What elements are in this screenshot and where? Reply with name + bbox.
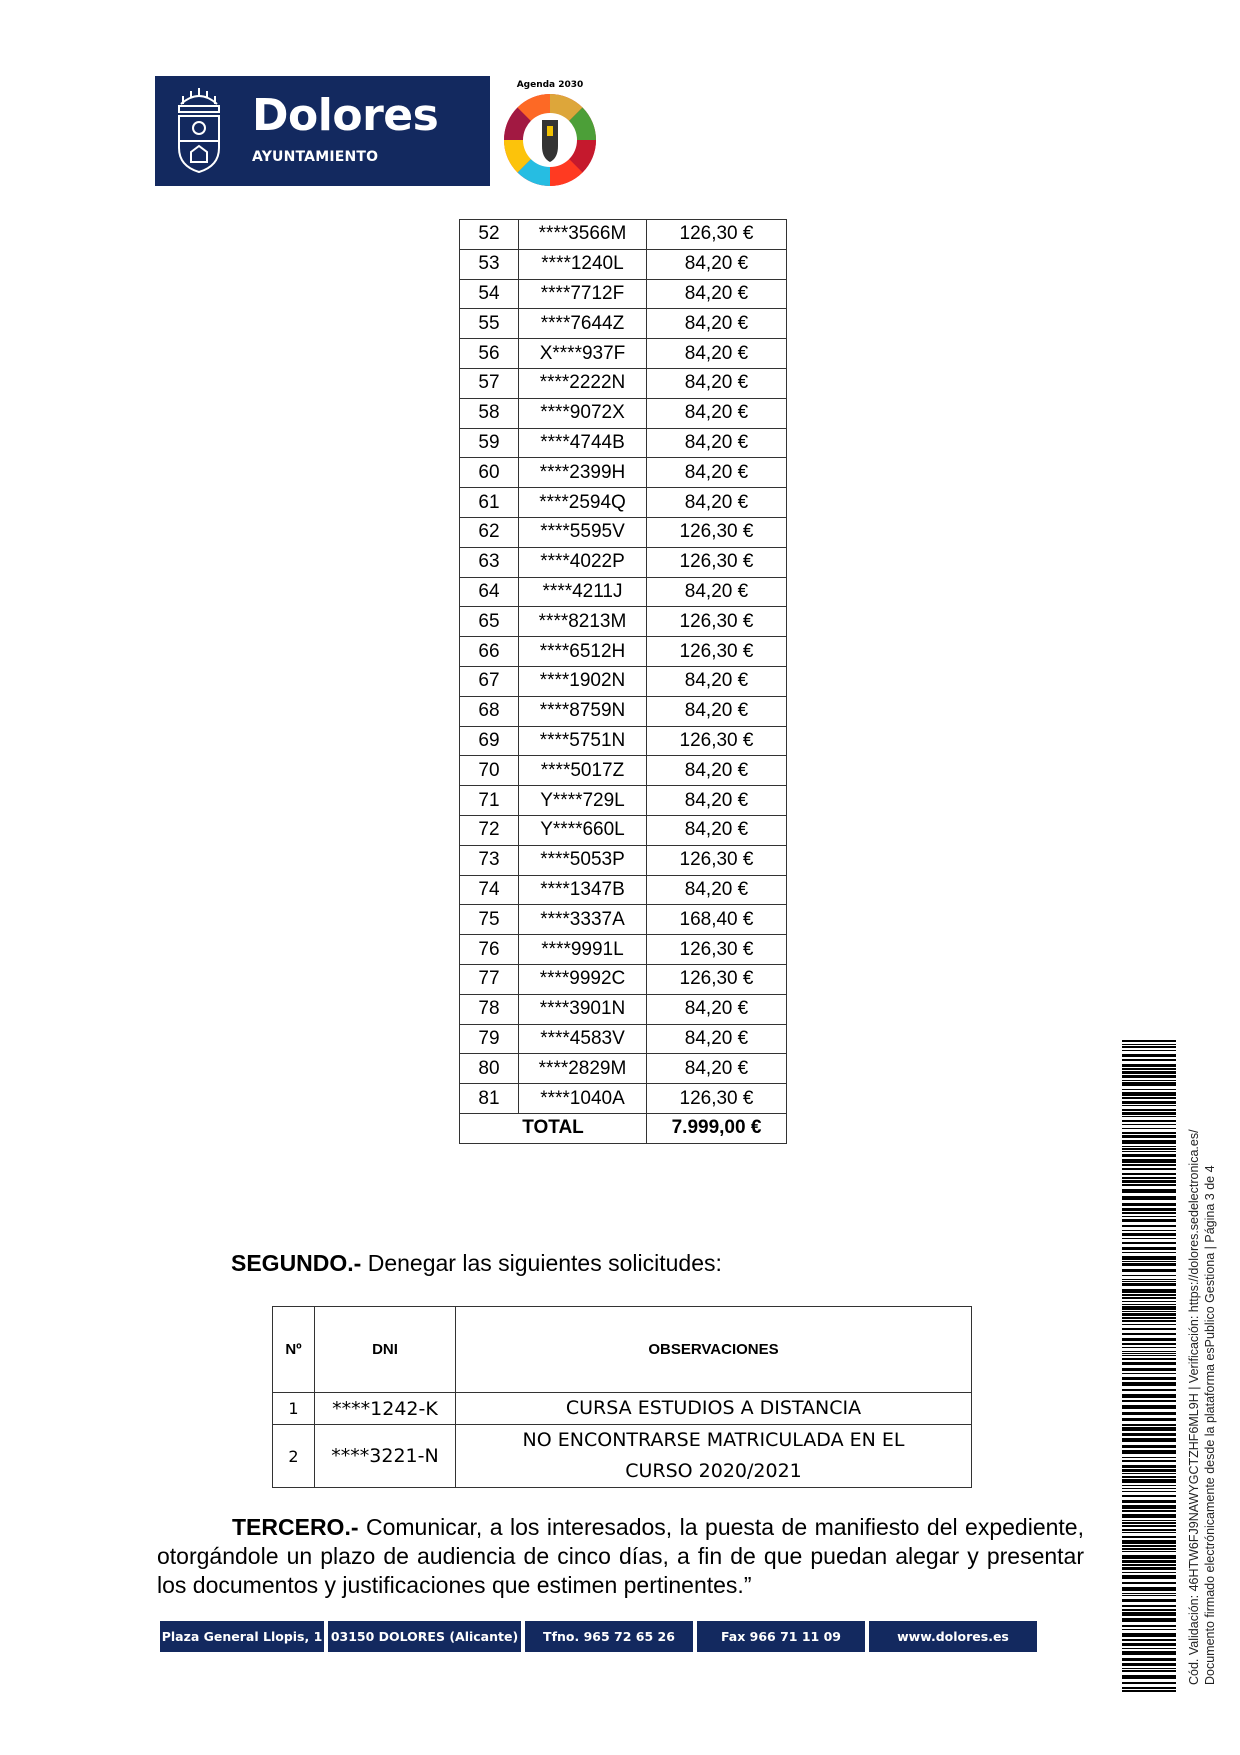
row-number: 67	[460, 666, 519, 696]
amounts-table	[459, 219, 787, 1144]
row-amount: 84,20 €	[647, 368, 787, 398]
total-value: 7.999,00 €	[647, 1113, 787, 1143]
row-amount: 84,20 €	[647, 458, 787, 488]
row-dni: ****7644Z	[519, 309, 647, 339]
header-dni: DNI	[315, 1307, 456, 1393]
row-dni: Y****660L	[519, 815, 647, 845]
row-number: 55	[460, 309, 519, 339]
row-number: 63	[460, 547, 519, 577]
row-number: 64	[460, 577, 519, 607]
row-dni: ****5751N	[519, 726, 647, 756]
row-dni: ****2829M	[519, 1054, 647, 1084]
row-number: 60	[460, 458, 519, 488]
row-number: 57	[460, 368, 519, 398]
row-number: 70	[460, 756, 519, 786]
denied-observation	[456, 1425, 972, 1488]
row-amount: 84,20 €	[647, 756, 787, 786]
row-amount: 84,20 €	[647, 249, 787, 279]
row-dni: ****9072X	[519, 398, 647, 428]
validation-text	[1186, 1065, 1218, 1685]
table-row	[460, 637, 787, 667]
logo-subtitle: AYUNTAMIENTO	[252, 149, 379, 165]
table-row	[460, 368, 787, 398]
table-row	[460, 935, 787, 965]
row-number: 69	[460, 726, 519, 756]
row-amount: 84,20 €	[647, 994, 787, 1024]
row-number: 71	[460, 786, 519, 816]
row-dni: ****4744B	[519, 428, 647, 458]
table-row	[460, 607, 787, 637]
table-row	[460, 428, 787, 458]
row-amount: 84,20 €	[647, 309, 787, 339]
row-dni: ****2594Q	[519, 488, 647, 518]
table-row	[460, 488, 787, 518]
row-amount: 84,20 €	[647, 815, 787, 845]
table-row	[460, 547, 787, 577]
row-dni: Y****729L	[519, 786, 647, 816]
table-row	[460, 577, 787, 607]
table-row	[460, 786, 787, 816]
row-dni: ****3566M	[519, 220, 647, 250]
footer-fax: Fax 966 71 11 09	[697, 1621, 865, 1652]
table-row	[460, 905, 787, 935]
row-amount: 84,20 €	[647, 666, 787, 696]
row-amount: 84,20 €	[647, 488, 787, 518]
row-amount: 84,20 €	[647, 786, 787, 816]
validation-line-2: Documento firmado electrónicamente desde la plataforma esPublico Gestiona | Página 3 de 4	[1203, 1165, 1217, 1685]
denied-dni: ****1242-K	[315, 1393, 456, 1425]
row-number: 72	[460, 815, 519, 845]
row-number: 53	[460, 249, 519, 279]
obs-line: CURSO 2020/2021	[625, 1460, 802, 1482]
row-dni: ****1040A	[519, 1084, 647, 1114]
segundo-label: SEGUNDO.-	[231, 1250, 362, 1276]
row-amount: 126,30 €	[647, 935, 787, 965]
denied-n: 1	[273, 1393, 315, 1425]
denied-dni: ****3221-N	[315, 1425, 456, 1488]
row-dni: ****7712F	[519, 279, 647, 309]
table-row	[460, 279, 787, 309]
table-row	[460, 339, 787, 369]
row-amount: 126,30 €	[647, 517, 787, 547]
row-dni: ****1902N	[519, 666, 647, 696]
table-row	[460, 458, 787, 488]
table-row	[460, 1054, 787, 1084]
footer-phone: Tfno. 965 72 65 26	[525, 1621, 693, 1652]
row-number: 73	[460, 845, 519, 875]
segundo-paragraph	[231, 1250, 722, 1277]
row-amount: 126,30 €	[647, 964, 787, 994]
total-row	[460, 1113, 787, 1143]
dolores-logo	[155, 76, 490, 186]
row-amount: 84,20 €	[647, 339, 787, 369]
row-number: 61	[460, 488, 519, 518]
row-amount: 126,30 €	[647, 1084, 787, 1114]
row-dni: ****3901N	[519, 994, 647, 1024]
table-row	[460, 1024, 787, 1054]
row-dni: ****1240L	[519, 249, 647, 279]
denied-header-row	[273, 1307, 972, 1393]
agenda-2030-icon	[495, 76, 605, 188]
row-amount: 126,30 €	[647, 547, 787, 577]
row-number: 62	[460, 517, 519, 547]
coat-of-arms-icon	[171, 86, 227, 176]
row-dni: ****4022P	[519, 547, 647, 577]
validation-line-1: Cód. Validación: 46HTW6FJ9NAWYGCTZHF6ML9H | Verificación: https://dolores.sedelectronica.es/	[1187, 1129, 1201, 1685]
row-number: 81	[460, 1084, 519, 1114]
row-amount: 84,20 €	[647, 428, 787, 458]
row-amount: 84,20 €	[647, 1054, 787, 1084]
obs-line: NO ENCONTRARSE MATRICULADA EN EL	[522, 1429, 905, 1451]
table-row	[460, 756, 787, 786]
row-number: 80	[460, 1054, 519, 1084]
row-amount: 84,20 €	[647, 696, 787, 726]
obs-line: CURSA ESTUDIOS A DISTANCIA	[565, 1397, 862, 1419]
footer-web: www.dolores.es	[869, 1621, 1037, 1652]
row-amount: 84,20 €	[647, 577, 787, 607]
row-number: 75	[460, 905, 519, 935]
row-amount: 168,40 €	[647, 905, 787, 935]
row-number: 58	[460, 398, 519, 428]
row-amount: 126,30 €	[647, 220, 787, 250]
table-row	[273, 1425, 972, 1488]
row-number: 77	[460, 964, 519, 994]
row-dni: ****9992C	[519, 964, 647, 994]
row-dni: ****5595V	[519, 517, 647, 547]
barcode-icon	[1122, 1040, 1176, 1692]
total-label: TOTAL	[460, 1113, 647, 1143]
denied-observation	[456, 1393, 972, 1425]
row-amount: 84,20 €	[647, 398, 787, 428]
row-dni: ****9991L	[519, 935, 647, 965]
header-observaciones: OBSERVACIONES	[456, 1307, 972, 1393]
row-number: 78	[460, 994, 519, 1024]
row-dni: ****4583V	[519, 1024, 647, 1054]
table-row	[460, 726, 787, 756]
denied-table	[272, 1306, 972, 1488]
row-number: 74	[460, 875, 519, 905]
row-number: 54	[460, 279, 519, 309]
row-dni: ****4211J	[519, 577, 647, 607]
row-amount: 126,30 €	[647, 607, 787, 637]
table-row	[460, 696, 787, 726]
table-row	[273, 1393, 972, 1425]
row-dni: ****2222N	[519, 368, 647, 398]
row-amount: 126,30 €	[647, 845, 787, 875]
row-amount: 84,20 €	[647, 1024, 787, 1054]
row-dni: ****5053P	[519, 845, 647, 875]
row-amount: 126,30 €	[647, 637, 787, 667]
row-amount: 84,20 €	[647, 875, 787, 905]
row-number: 56	[460, 339, 519, 369]
table-row	[460, 845, 787, 875]
table-row	[460, 517, 787, 547]
row-number: 52	[460, 220, 519, 250]
tercero-text: Comunicar, a los interesados, la puesta de manifiesto del expediente, otorgándole un plazo de audiencia de cinco días, a fin de que puedan alegar y presentar los documentos y justificaciones que estimen pertinentes.”	[157, 1514, 1084, 1598]
row-dni: ****1347B	[519, 875, 647, 905]
row-number: 65	[460, 607, 519, 637]
row-dni: ****2399H	[519, 458, 647, 488]
row-amount: 126,30 €	[647, 726, 787, 756]
tercero-label: TERCERO.-	[232, 1514, 359, 1540]
table-row	[460, 666, 787, 696]
row-dni: ****8759N	[519, 696, 647, 726]
row-dni: ****5017Z	[519, 756, 647, 786]
row-number: 59	[460, 428, 519, 458]
row-number: 76	[460, 935, 519, 965]
agenda-label: Agenda 2030	[516, 80, 584, 90]
table-row	[460, 309, 787, 339]
table-row	[460, 964, 787, 994]
row-number: 66	[460, 637, 519, 667]
tercero-paragraph	[157, 1513, 1084, 1600]
table-row	[460, 875, 787, 905]
segundo-text: Denegar las siguientes solicitudes:	[361, 1250, 722, 1276]
table-row	[460, 398, 787, 428]
header-n: Nº	[273, 1307, 315, 1393]
row-dni: X****937F	[519, 339, 647, 369]
row-number: 79	[460, 1024, 519, 1054]
row-amount: 84,20 €	[647, 279, 787, 309]
table-row	[460, 994, 787, 1024]
denied-n: 2	[273, 1425, 315, 1488]
table-row	[460, 249, 787, 279]
footer-address: Plaza General Llopis, 1	[160, 1621, 324, 1652]
row-dni: ****3337A	[519, 905, 647, 935]
row-number: 68	[460, 696, 519, 726]
footer-postal: 03150 DOLORES (Alicante)	[328, 1621, 521, 1652]
table-row	[460, 220, 787, 250]
logo-title: Dolores	[252, 90, 439, 141]
row-dni: ****8213M	[519, 607, 647, 637]
table-row	[460, 815, 787, 845]
row-dni: ****6512H	[519, 637, 647, 667]
table-row	[460, 1084, 787, 1114]
